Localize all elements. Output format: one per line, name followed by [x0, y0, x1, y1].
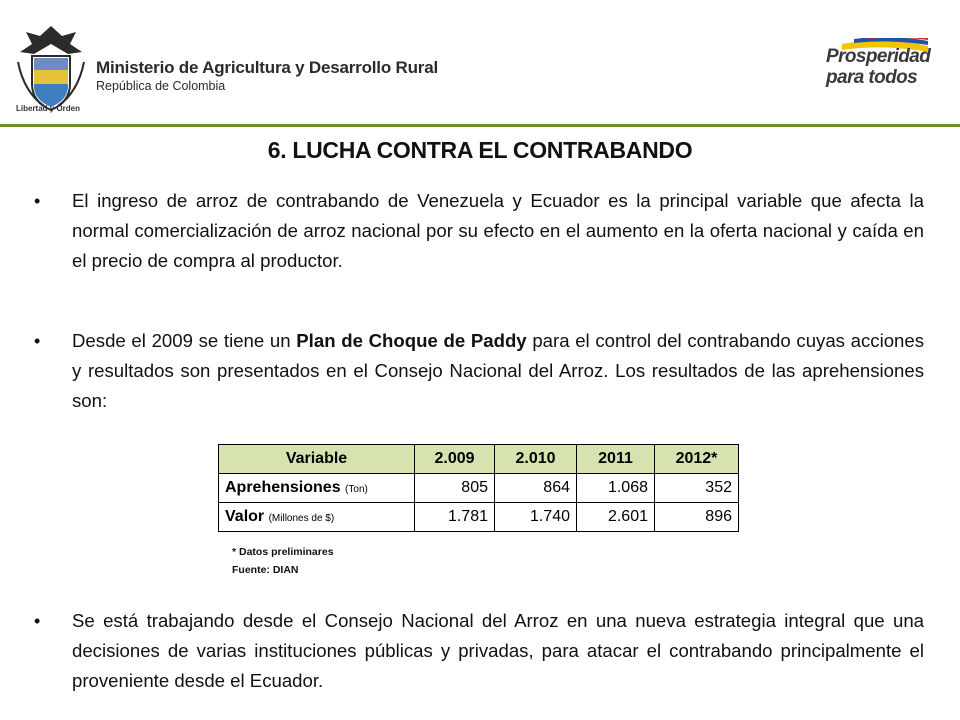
table-header-cell: 2.009: [415, 445, 495, 474]
ministry-subtitle: República de Colombia: [96, 79, 226, 93]
table-header-cell: 2011: [577, 445, 655, 474]
prosperidad-logo-line1: Prosperidad: [826, 46, 931, 67]
table-cell: 352: [655, 474, 739, 503]
row-unit: (Ton): [345, 484, 368, 495]
row-label: [219, 474, 415, 503]
table-header-cell: 2012*: [655, 445, 739, 474]
ministry-name: Ministerio de Agricultura y Desarrollo Rural: [96, 58, 438, 77]
ministry-title: [96, 58, 438, 93]
bullet-nueva-estrategia: [34, 606, 924, 696]
table-cell: 896: [655, 503, 739, 532]
note-source: Fuente: DIAN: [232, 564, 299, 576]
table-header-row: [219, 445, 739, 474]
table-header-cell: Variable: [219, 445, 415, 474]
slide-header: [0, 0, 960, 126]
bullet-text: El ingreso de arroz de contrabando de Venezuela y Ecuador es la principal variable que afecta la normal comercialización de arroz nacional por su efecto en el aumento en la oferta nacional y caída en el precio de compra al productor.: [72, 190, 924, 271]
note-preliminary: * Datos preliminares: [232, 546, 334, 558]
bullet-text-pre: Desde el 2009 se tiene un: [72, 330, 297, 351]
table-cell: 1.068: [577, 474, 655, 503]
table-cell: 2.601: [577, 503, 655, 532]
bullet-contraband-impact: [34, 186, 924, 276]
motto-text: Libertad y Orden: [16, 104, 81, 113]
bullet-plan-choque: [34, 326, 924, 416]
header-divider: [0, 124, 960, 127]
bullet-dot: •: [34, 331, 41, 351]
table-row: [219, 503, 739, 532]
row-label-text: Aprehensiones: [225, 479, 341, 496]
bullet-text: Se está trabajando desde el Consejo Nacional del Arroz en una nueva estrategia integral que una decisiones de varias instituciones públicas y privadas, para atacar el contrabando principalmente el proveniente desde el Ecuador.: [72, 610, 924, 691]
bullet-text: [72, 326, 924, 416]
table-row: [219, 474, 739, 503]
table-cell: 864: [495, 474, 577, 503]
bullet-dot: •: [34, 611, 41, 631]
bullet-text-bold: Plan de Choque de Paddy: [296, 330, 527, 351]
bullet-text-post: para el control del contrabando cuyas acciones y resultados son presentados en el Consejo Nacional del Arroz. Los resultados de las aprehensiones son:: [72, 330, 925, 411]
aprehensiones-table: [218, 444, 739, 532]
table-cell: 1.740: [495, 503, 577, 532]
table-cell: 1.781: [415, 503, 495, 532]
row-unit: (Millones de $): [268, 513, 335, 524]
row-label-text: Valor: [225, 508, 265, 525]
slide-title: 6. LUCHA CONTRA EL CONTRABANDO: [267, 137, 693, 163]
table-cell: 805: [415, 474, 495, 503]
prosperidad-logo-line2: para todos: [826, 67, 918, 88]
row-label: [219, 503, 415, 532]
table-header-cell: 2.010: [495, 445, 577, 474]
bullet-dot: •: [34, 191, 41, 211]
prosperidad-logo: [824, 38, 934, 100]
